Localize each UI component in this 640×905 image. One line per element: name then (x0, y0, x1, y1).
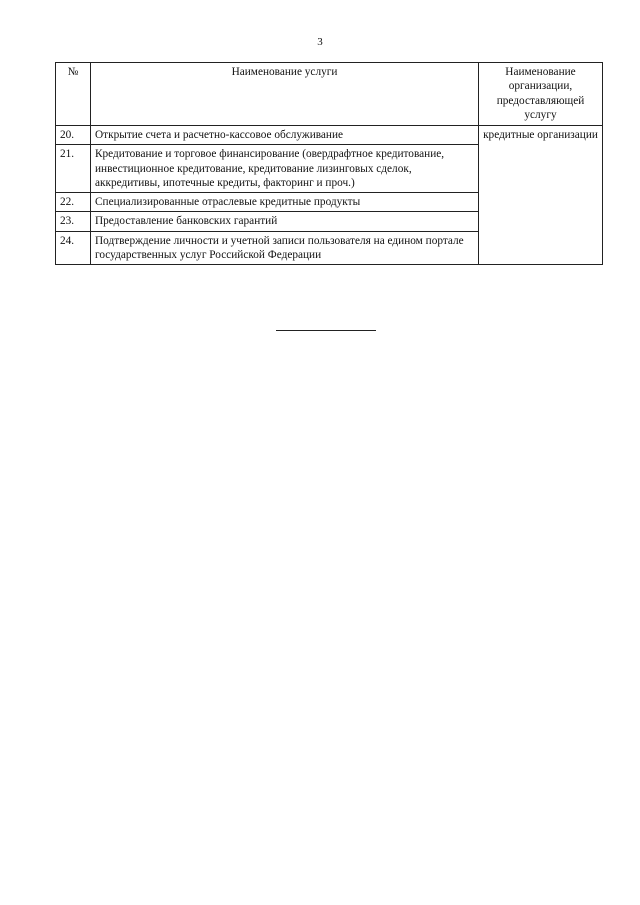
row-service-name: Открытие счета и расчетно-кассовое обслуживание (91, 126, 479, 145)
row-service-name: Кредитование и торговое финансирование (овердрафтное кредитование, инвестиционное кредитование, кредитование лизинговых сделок, аккредитивы, ипотечные кредиты, факторинг и проч.) (91, 145, 479, 193)
row-number: 20. (56, 126, 91, 145)
header-number: № (56, 63, 91, 126)
table-header-row (56, 63, 603, 126)
end-of-document-rule (276, 330, 376, 331)
row-number: 23. (56, 212, 91, 231)
row-service-name: Подтверждение личности и учетной записи пользователя на едином портале государственных услуг Российской Федерации (91, 231, 479, 265)
header-service-name: Наименование услуги (91, 63, 479, 126)
page-number: 3 (317, 36, 323, 48)
services-table (55, 62, 603, 265)
organization-cell: кредитные организации (479, 126, 603, 265)
row-number: 21. (56, 145, 91, 193)
row-number: 22. (56, 193, 91, 212)
header-organization: Наименование организации, предоставляющей услугу (479, 63, 603, 126)
row-service-name: Специализированные отраслевые кредитные продукты (91, 193, 479, 212)
row-service-name: Предоставление банковских гарантий (91, 212, 479, 231)
row-number: 24. (56, 231, 91, 265)
table-row (56, 126, 603, 145)
